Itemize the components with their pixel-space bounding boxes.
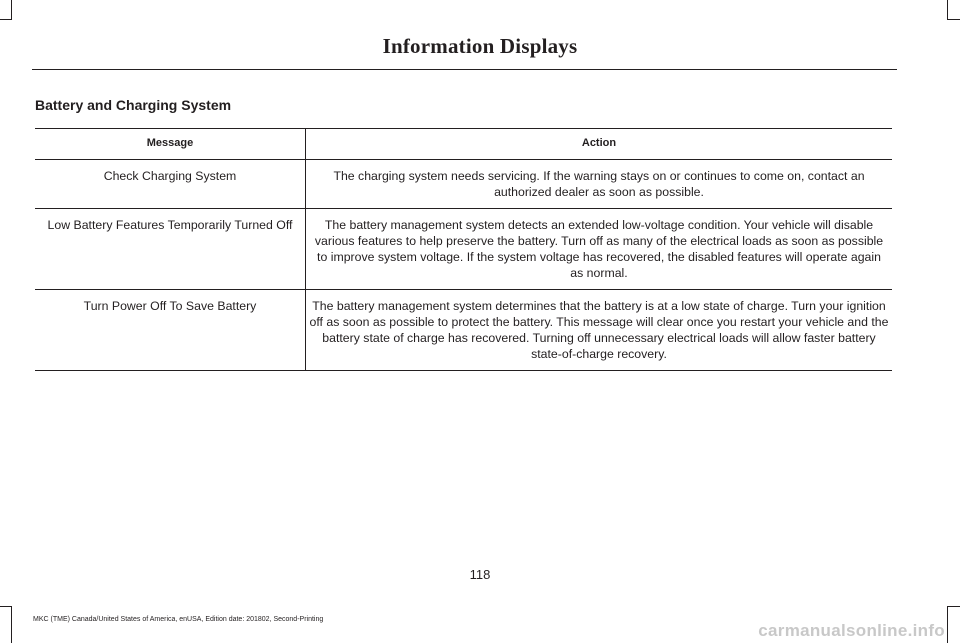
- crop-mark-bottom-right-horizontal: [947, 606, 960, 607]
- page-number: 118: [469, 567, 491, 582]
- watermark-logo: carmanualsonline.info: [758, 621, 945, 640]
- crop-mark-top-right-horizontal: [947, 19, 960, 20]
- action-cell: The battery management system determines that the battery is at a low state of charge. Turn your ignition off as soon as possible to protect the battery. This message will clear once you restart your vehicle and the battery state of charge has recovered. Turning off unnecessary electrical loads will allow faster battery state-of-charge recovery.: [306, 290, 893, 371]
- page-header-title: Information Displays: [382, 34, 578, 58]
- action-cell: The battery management system detects an extended low-voltage condition. Your vehicle will disable various features to help preserve the battery. Turn off as many of the electrical loads as soon as possible to improve system voltage. If the system voltage has recovered, the disabled features will operate again as normal.: [306, 209, 893, 290]
- crop-mark-top-left-horizontal: [0, 19, 12, 20]
- column-header-action: Action: [306, 129, 893, 160]
- header-divider: [32, 69, 897, 70]
- action-cell: The charging system needs servicing. If the warning stays on or continues to come on, contact an authorized dealer as soon as possible.: [306, 160, 893, 209]
- crop-mark-top-left-vertical: [11, 0, 12, 20]
- table-header-row: [35, 129, 892, 160]
- crop-mark-bottom-left-horizontal: [0, 606, 12, 607]
- messages-table: [35, 128, 892, 371]
- message-cell: Low Battery Features Temporarily Turned Off: [35, 209, 306, 290]
- column-header-message: Message: [35, 129, 306, 160]
- table-row: [35, 209, 892, 290]
- crop-mark-bottom-right-vertical: [947, 606, 948, 643]
- crop-mark-bottom-left-vertical: [11, 606, 12, 643]
- table-row: [35, 290, 892, 371]
- section-heading: Battery and Charging System: [35, 97, 232, 113]
- crop-mark-top-right-vertical: [947, 0, 948, 20]
- message-cell: Check Charging System: [35, 160, 306, 209]
- table-row: [35, 160, 892, 209]
- message-cell: Turn Power Off To Save Battery: [35, 290, 306, 371]
- edition-footer: MKC (TME) Canada/United States of America, enUSA, Edition date: 201802, Second-Printing: [33, 616, 324, 623]
